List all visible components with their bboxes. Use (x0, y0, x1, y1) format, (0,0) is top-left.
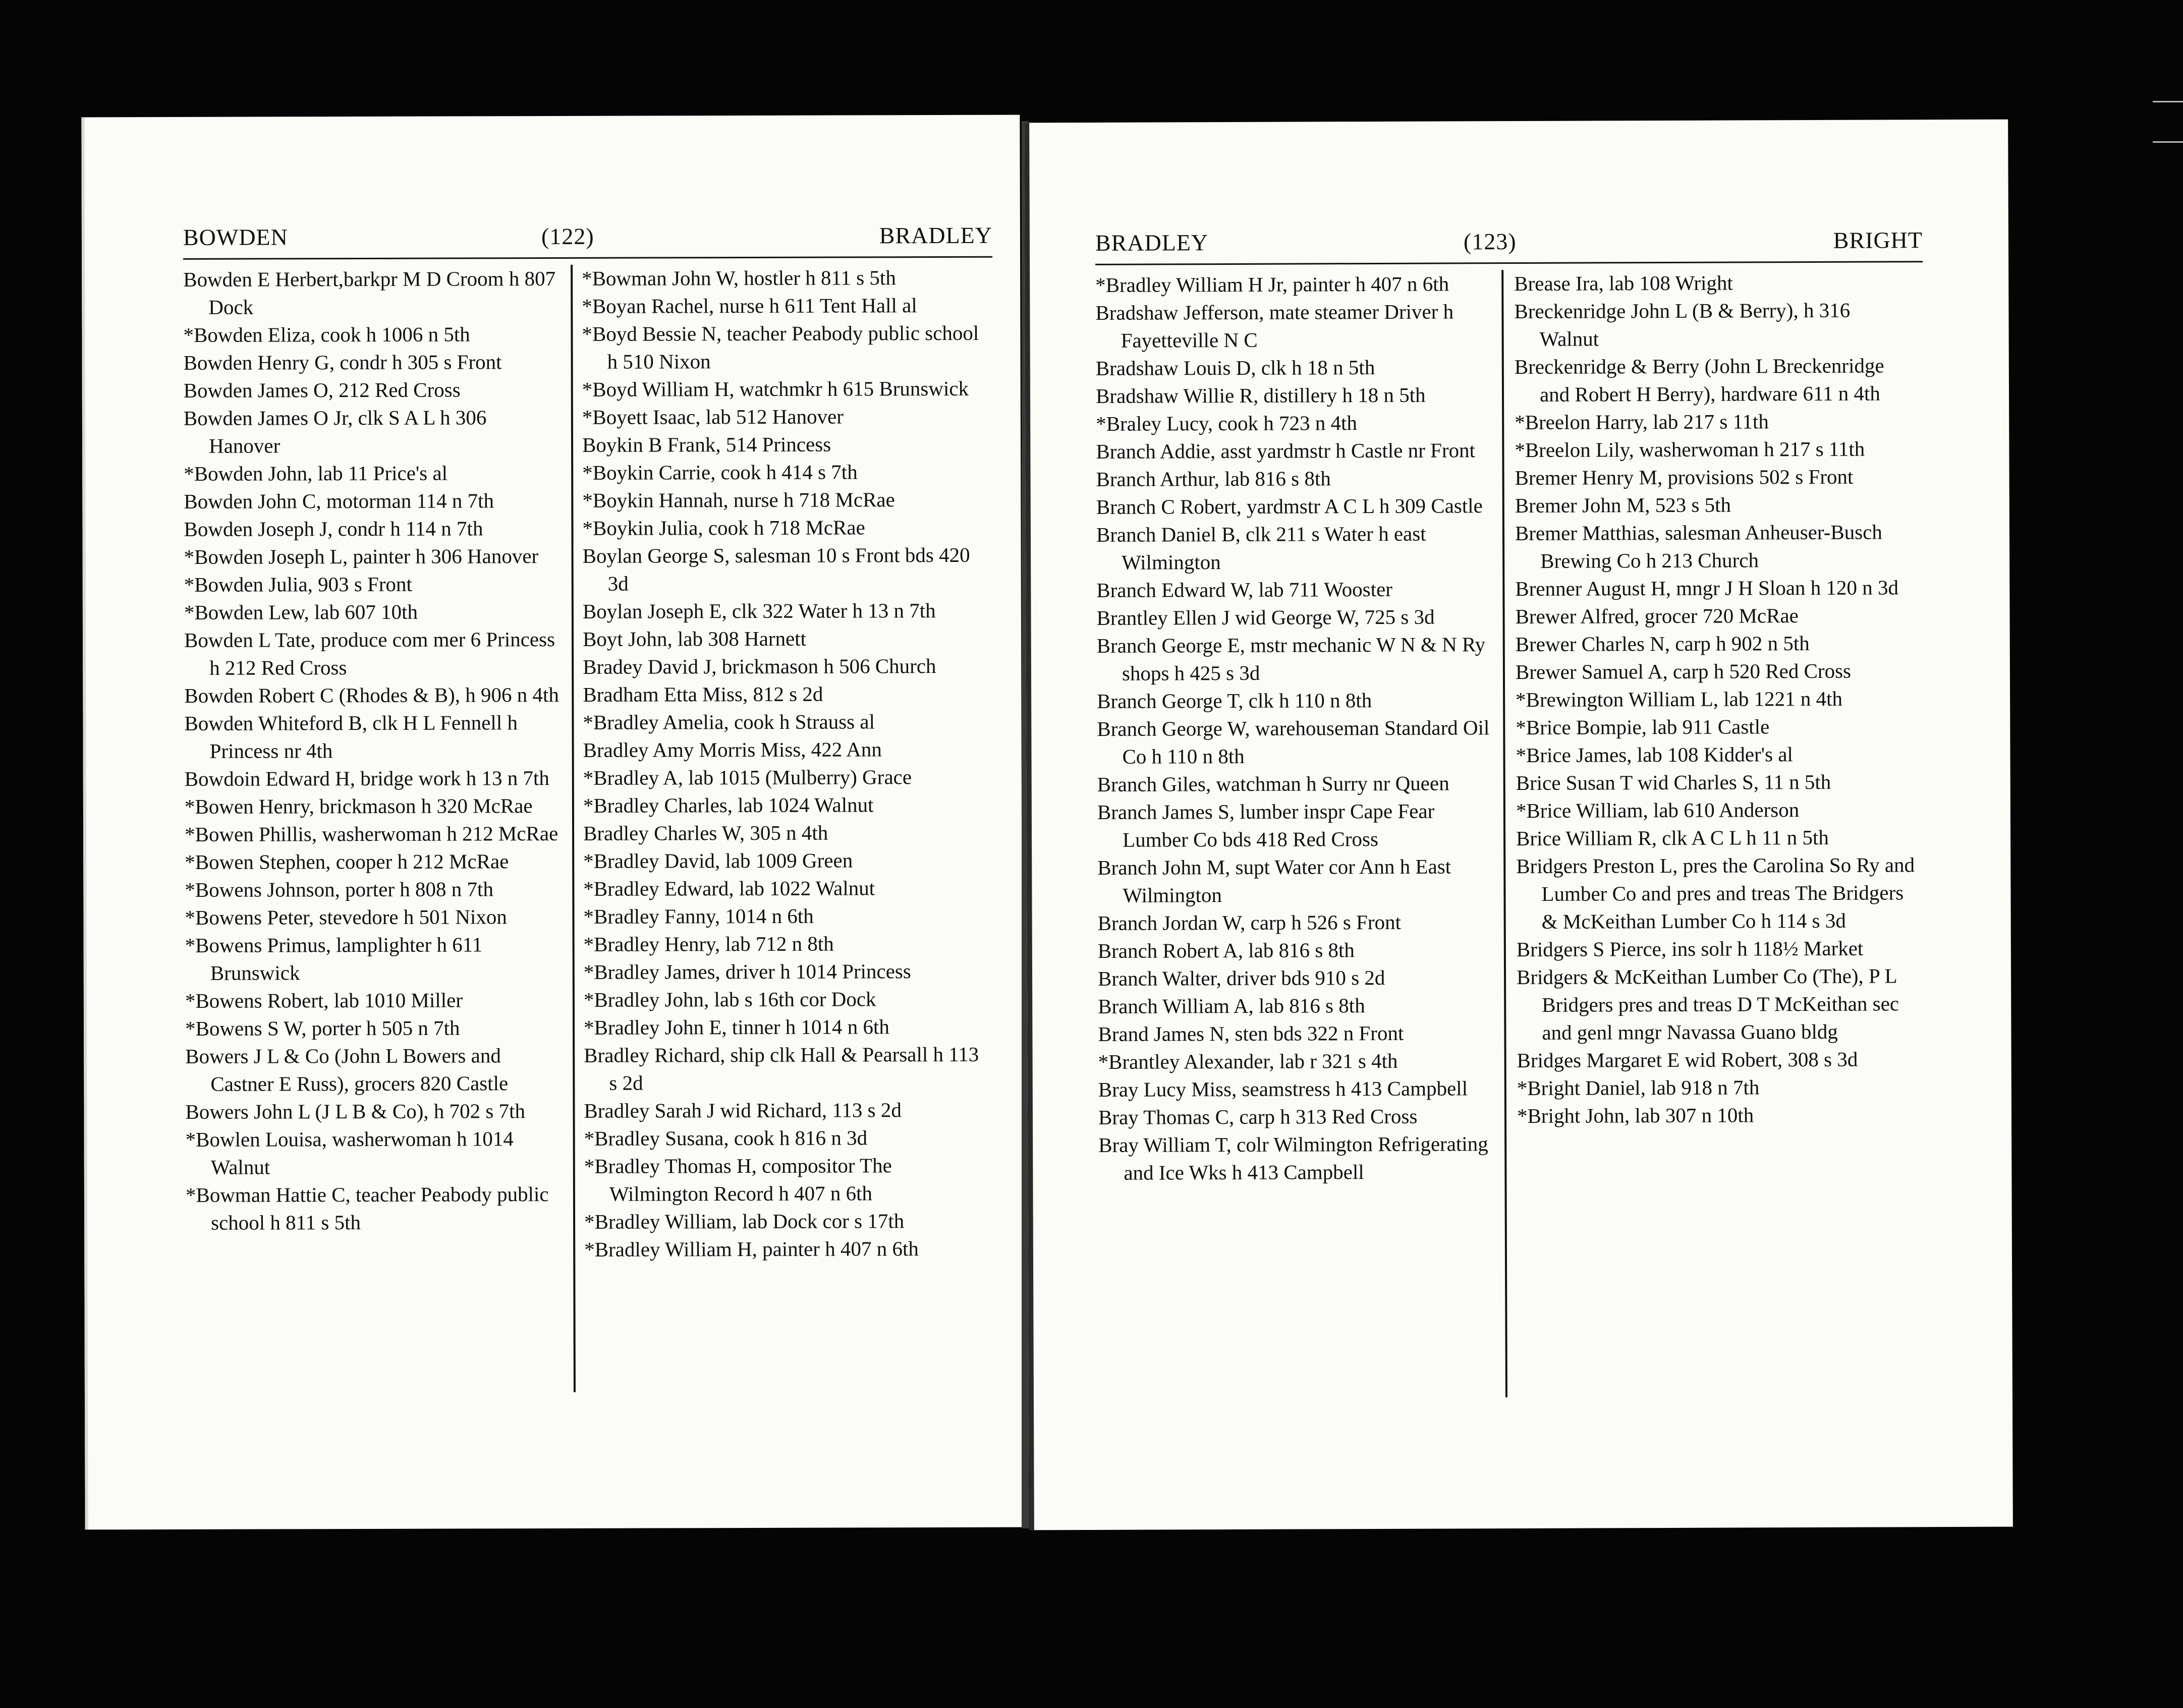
directory-entry: Branch Jordan W, carp h 526 s Front (1097, 910, 1402, 935)
directory-entry: *Breelon Lily, washerwoman h 217 s 11th (1515, 437, 1865, 462)
directory-entry: Bowden L Tate, produce com mer 6 Princess h 212 Red Cross (184, 627, 555, 679)
directory-entry: Brease Ira, lab 108 Wright (1514, 271, 1733, 296)
directory-entry: Boyt John, lab 308 Harnett (582, 627, 807, 651)
directory-entry: *Bowlen Louisa, washerwoman h 1014 Walnut (185, 1127, 514, 1179)
directory-entry: Brenner August H, mngr J H Sloan h 120 n 3d (1515, 576, 1899, 601)
directory-entry: Bradshaw Louis D, clk h 18 n 5th (1095, 355, 1375, 380)
directory-entry: *Bowden Joseph L, painter h 306 Hanover (184, 544, 539, 568)
directory-entry: *Bradley Charles, lab 1024 Walnut (583, 793, 874, 817)
directory-entry: *Boykin Carrie, cook h 414 s 7th (582, 460, 858, 484)
directory-entry: *Bradley James, driver h 1014 Princess (583, 959, 911, 984)
directory-entry: *Bright Daniel, lab 918 n 7th (1517, 1075, 1760, 1100)
directory-entry: Bridgers & McKeithan Lumber Co (The), P L Bridgers pres and treas D T McKeithan sec and genl mngr Navassa Guano bldg (1516, 964, 1899, 1044)
directory-entry: *Breelon Harry, lab 217 s 11th (1515, 410, 1769, 434)
directory-entry: Bridgers Preston L, pres the Carolina So Ry and Lumber Co and pres and treas The Bridgers & McKeithan Lumber Co h 114 s 3d (1516, 853, 1915, 933)
directory-entry: Bremer Matthias, salesman Anheuser-Busch Brewing Co h 213 Church (1515, 520, 1882, 573)
directory-entry: Bradey David J, brickmason h 506 Church (583, 654, 936, 678)
right-page-column-1 (1095, 270, 1492, 1187)
directory-entry: *Boyan Rachel, nurse h 611 Tent Hall al (582, 294, 917, 318)
directory-entry: Bradley Sarah J wid Richard, 113 s 2d (584, 1098, 902, 1122)
left-column-divider (571, 265, 576, 1392)
directory-entry: *Brice William, lab 610 Anderson (1516, 798, 1800, 823)
directory-entry: *Bradley William, lab Dock cor s 17th (584, 1209, 905, 1233)
directory-entry: *Bradley William H, painter h 407 n 6th (584, 1237, 919, 1261)
right-column-divider (1501, 270, 1507, 1397)
directory-entry: Branch Robert A, lab 816 s 8th (1097, 938, 1355, 962)
directory-entry: Bowden James O, 212 Red Cross (183, 378, 461, 402)
directory-entry: Branch George T, clk h 110 n 8th (1097, 689, 1372, 713)
directory-entry: *Bowden Julia, 903 s Front (184, 572, 412, 596)
directory-entry: *Bowens Primus, lamplighter h 611 Brunswick (185, 933, 483, 985)
directory-entry: *Bradley Thomas H, compositor The Wilmington Record h 407 n 6th (584, 1154, 892, 1206)
directory-entry: Branch George W, warehouseman Standard Oil Co h 110 n 8th (1097, 716, 1490, 768)
directory-entry: *Bradley A, lab 1015 (Mulberry) Grace (583, 765, 912, 789)
directory-entry: *Braley Lucy, cook h 723 n 4th (1096, 411, 1358, 435)
directory-entry: Bowden Joseph J, condr h 114 n 7th (184, 517, 483, 541)
directory-entry: Branch Giles, watchman h Surry nr Queen (1097, 771, 1449, 796)
directory-entry: *Bowens Johnson, porter h 808 n 7th (185, 877, 493, 901)
directory-entry: *Bradley John, lab s 16th cor Dock (583, 987, 876, 1011)
directory-entry: *Bradley Amelia, cook h Strauss al (583, 710, 875, 734)
directory-entry: *Bowman John W, hostler h 811 s 5th (582, 266, 896, 290)
directory-entry: *Bradley William H Jr, painter h 407 n 6th (1095, 272, 1449, 297)
directory-entry: *Bowen Stephen, cooper h 212 McRae (185, 849, 509, 874)
left-page (81, 115, 1023, 1530)
directory-entry: Bray Lucy Miss, seamstress h 413 Campbell (1098, 1076, 1468, 1101)
directory-entry: Brand James N, sten bds 322 n Front (1098, 1021, 1404, 1046)
directory-entry: Branch Edward W, lab 711 Wooster (1096, 577, 1392, 602)
directory-entry: Boylan Joseph E, clk 322 Water h 13 n 7th (582, 599, 936, 623)
directory-entry: Bowden James O Jr, clk S A L h 306 Hanover (183, 406, 487, 458)
directory-entry: *Brewington William L, lab 1221 n 4th (1516, 687, 1843, 712)
directory-entry: *Bowens Peter, stevedore h 501 Nixon (185, 905, 507, 929)
directory-entry: Branch John M, supt Water cor Ann h East Wilmington (1097, 855, 1451, 907)
left-page-number: (122) (541, 223, 594, 250)
directory-entry: Branch C Robert, yardmstr A C L h 309 Castle (1096, 494, 1483, 519)
directory-entry: *Brice Bompie, lab 911 Castle (1516, 715, 1770, 739)
directory-entry: *Bowens S W, porter h 505 n 7th (185, 1016, 460, 1040)
directory-entry: *Bowens Robert, lab 1010 Miller (185, 988, 463, 1012)
directory-entry: Boykin B Frank, 514 Princess (582, 432, 831, 457)
directory-entry: Brice William R, clk A C L h 11 n 5th (1516, 825, 1829, 850)
directory-entry: *Bowman Hattie C, teacher Peabody public school h 811 s 5th (185, 1182, 549, 1234)
right-page-header (1030, 226, 2008, 260)
directory-entry: Bradshaw Willie R, distillery h 18 n 5th (1095, 383, 1426, 408)
directory-entry: Bray Thomas C, carp h 313 Red Cross (1098, 1104, 1418, 1129)
directory-entry: Branch James S, lumber inspr Cape Fear Lumber Co bds 418 Red Cross (1097, 799, 1435, 851)
directory-entry: Bowden Whiteford B, clk H L Fennell h Princess nr 4th (184, 711, 518, 763)
directory-entry: *Brice James, lab 108 Kidder's al (1516, 743, 1793, 767)
directory-entry: Branch Daniel B, clk 211 s Water h east Wilmington (1096, 522, 1426, 574)
directory-entry: Bradley Charles W, 305 n 4th (583, 821, 828, 845)
directory-entry: Bradley Amy Morris Miss, 422 Ann (583, 737, 882, 762)
right-page-header-right: BRIGHT (1833, 227, 1923, 253)
right-page-column-2 (1514, 268, 1916, 1130)
directory-entry: *Bowden Lew, lab 607 10th (184, 600, 418, 624)
directory-entry: Bowdoin Edward H, bridge work h 13 n 7th (184, 766, 549, 790)
directory-entry: Bradley Richard, ship clk Hall & Pearsall h 113 s 2d (584, 1042, 979, 1095)
directory-entry: *Boykin Julia, cook h 718 McRae (582, 516, 865, 540)
directory-entry: *Bradley Fanny, 1014 n 6th (583, 904, 814, 928)
directory-entry: Brewer Alfred, grocer 720 McRae (1515, 604, 1799, 629)
directory-entry: Bowden Robert C (Rhodes & B), h 906 n 4th (184, 682, 559, 707)
directory-entry: Bremer Henry M, provisions 502 s Front (1515, 465, 1854, 490)
directory-entry: Brewer Charles N, carp h 902 n 5th (1515, 631, 1810, 656)
directory-entry: Brantley Ellen J wid George W, 725 s 3d (1096, 605, 1435, 630)
directory-entry: Bray William T, colr Wilmington Refrigerating and Ice Wks h 413 Campbell (1098, 1132, 1488, 1184)
right-header-rule (1095, 261, 1923, 265)
directory-entry: *Bowden John, lab 11 Price's al (184, 461, 448, 485)
directory-entry: *Brantley Alexander, lab r 321 s 4th (1098, 1049, 1398, 1073)
directory-entry: *Bradley Edward, lab 1022 Walnut (583, 876, 875, 900)
directory-entry: Bremer John M, 523 s 5th (1515, 493, 1731, 518)
directory-entry: Bridges Margaret E wid Robert, 308 s 3d (1517, 1047, 1858, 1072)
directory-entry: Branch Arthur, lab 816 s 8th (1096, 467, 1331, 491)
directory-entry: *Bradley David, lab 1009 Green (583, 848, 853, 873)
directory-entry: Bradshaw Jefferson, mate steamer Driver h Fayetteville N C (1095, 300, 1454, 352)
directory-entry: Boylan George S, salesman 10 s Front bds 420 3d (582, 543, 970, 595)
directory-entry: Bowden John C, motorman 114 n 7th (184, 489, 494, 513)
directory-entry: Branch Addie, asst yardmstr h Castle nr Front (1096, 438, 1476, 463)
directory-entry: *Boyd Bessie N, teacher Peabody public school h 510 Nixon (582, 321, 979, 373)
crop-mark-top (2153, 101, 2183, 102)
directory-entry: Bowden E Herbert,barkpr M D Croom h 807 Dock (183, 266, 556, 319)
directory-entry: Branch William A, lab 816 s 8th (1098, 994, 1365, 1018)
right-page-header-left: BRADLEY (1095, 230, 1209, 256)
left-page-column-2 (582, 264, 988, 1264)
directory-entry: Bridgers S Pierce, ins solr h 118½ Market (1516, 936, 1864, 961)
directory-entry: *Bradley Susana, cook h 816 n 3d (584, 1126, 868, 1150)
crop-mark-bottom (2153, 141, 2183, 143)
right-page-number: (123) (1463, 229, 1517, 255)
directory-entry: *Bowen Phillis, washerwoman h 212 McRae (184, 821, 558, 846)
left-page-column-1 (183, 265, 562, 1237)
directory-entry: Breckenridge John L (B & Berry), h 316 Walnut (1514, 298, 1851, 351)
directory-entry: Bowers J L & Co (John L Bowers and Castner E Russ), grocers 820 Castle (185, 1044, 509, 1096)
left-page-header (85, 222, 1020, 255)
directory-entry: Brewer Samuel A, carp h 520 Red Cross (1515, 659, 1852, 684)
directory-entry: Bowden Henry G, condr h 305 s Front (183, 350, 502, 374)
directory-entry: Bowers John L (J L B & Co), h 702 s 7th (185, 1099, 526, 1123)
directory-entry: Bradham Etta Miss, 812 s 2d (583, 682, 823, 706)
directory-entry: *Boykin Hannah, nurse h 718 McRae (582, 488, 895, 512)
directory-entry: Branch Walter, driver bds 910 s 2d (1097, 965, 1385, 990)
right-page (1024, 120, 2013, 1530)
directory-entry: *Bradley Henry, lab 712 n 8th (583, 932, 834, 956)
directory-entry: Brice Susan T wid Charles S, 11 n 5th (1516, 770, 1831, 795)
directory-entry: *Bowen Henry, brickmason h 320 McRae (184, 794, 533, 818)
directory-entry: *Boyd William H, watchmkr h 615 Brunswick (582, 376, 969, 401)
directory-entry: *Bright John, lab 307 n 10th (1517, 1103, 1754, 1128)
left-header-rule (183, 256, 992, 260)
directory-entry: Branch George E, mstr mechanic W N & N Ry shops h 425 s 3d (1096, 633, 1486, 685)
directory-entry: *Boyett Isaac, lab 512 Hanover (582, 405, 844, 429)
left-page-header-left: BOWDEN (183, 224, 288, 250)
directory-entry: Breckenridge & Berry (John L Breckenridge and Robert H Berry), hardware 611 n 4th (1514, 354, 1884, 406)
directory-entry: *Bowden Eliza, cook h 1006 n 5th (183, 322, 470, 347)
left-page-header-right: BRADLEY (879, 222, 993, 249)
directory-entry: *Bradley John E, tinner h 1014 n 6th (584, 1015, 889, 1039)
